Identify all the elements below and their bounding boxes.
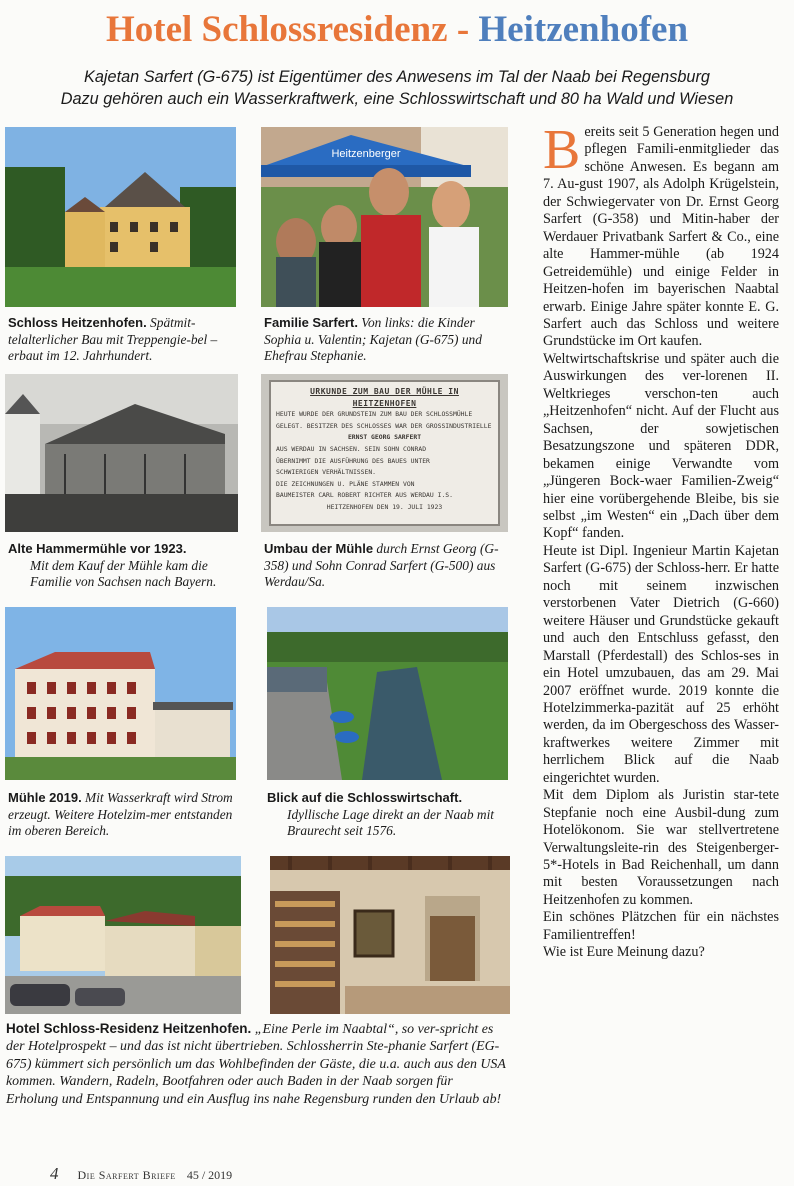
article-paragraph-2: Weltwirtschaftskrise und später auch die Auswirkungen des ver-lorenen II. Weltkrieges verschon-ten auch „Heitzenhofen“ nicht. Auf der Flucht aus Sachsen, der sowjetischen Besatzungszone und späteren DDR, bekamen einige Verwandte vom „Jüngeren Bock-waer Familien-Zweig“ hier eine vorübergehende Bleibe, bis sie selbst „im Westen“ ein „Dach über dem Kopf“ fanden. bbox=[543, 350, 779, 542]
photo-muehle-2019 bbox=[5, 607, 236, 780]
photo-urkunde bbox=[261, 374, 508, 532]
dropcap: B bbox=[543, 119, 581, 181]
caption-muehle-2019 bbox=[8, 790, 240, 840]
magazine-name: Die Sarfert Briefe bbox=[77, 1168, 176, 1182]
article-paragraph-1-text: ereits seit 5 Generation hegen und pflegen Famili-enmitglieder das schöne Anwesen. Es begann am 7. Au-gust 1907, als Adolph Krügelstein, der Schwiegervater von Dr. Ernst Georg Sarfert (G-358) und Mitin-haber der Werdauer Privatbank Sarfert & Co., eine alte Hammer-mühle (ab 1924 Getreidemühle) und einige Felder in Heitzen-hofen im bayerischen Naabtal erwarb. Einige Jahre später konnte E. G. Sarfert auch das Schloss und weitere Grundstücke im Ort kaufen. bbox=[543, 124, 779, 350]
article-paragraph-3: Heute ist Dipl. Ingenieur Martin Kajetan Sarfert (G-675) der Schloss-herr. Er hatte noch mit seinem inzwischen verstorbenen Vater Dietrich (G-660) weitere Häuser und Grundstücke gekauft und auch den Entschluss gefasst, den Marstall (Pferdestall) des Schlos-ses in ein Hotel umzubauen, das am 29. Mai 2007 eröffnet wurde. 2019 konnte die Hotelzimmerka-pazität auf 25 erhöht werden, da im Obergeschoss des Wasser-kraftwerkes weitere Zimmer mit herrlichem Blick auf die Naab eingerichtet wurden. bbox=[543, 542, 779, 786]
photo-familie bbox=[261, 127, 508, 307]
caption-familie-text: Von links: die Kinder Sophia u. Valentin; Kajetan (G-675) und Ehefrau Stephanie. bbox=[264, 315, 482, 363]
caption-hammermuehle-text: Mit dem Kauf der Mühle kam die Familie von Sachsen nach Bayern. bbox=[30, 557, 217, 589]
caption-urkunde-title: Umbau der Mühle bbox=[264, 541, 374, 556]
title-part1: Hotel Schlossresidenz bbox=[105, 9, 448, 50]
caption-schlosswirtschaft bbox=[267, 790, 512, 840]
article-column bbox=[543, 119, 779, 962]
photo-schloss bbox=[5, 127, 236, 307]
caption-schloss-text: Spätmit-telalterlicher Bau mit Treppengie-bel – erbaut im 12. Jahrhundert. bbox=[8, 315, 218, 363]
plaque-line: ÜBERNIMMT DIE AUSFÜHRUNG DES BAUES UNTER bbox=[276, 456, 430, 465]
plaque-line: HEUTE WURDE DER GRUNDSTEIN ZUM BAU DER SCHLOSSMÜHLE bbox=[276, 410, 473, 419]
caption-familie bbox=[264, 315, 514, 365]
title-part2: Heitzenhofen bbox=[478, 9, 689, 50]
caption-schlosswirtschaft-text: Idyllische Lage direkt an der Naab mit Braurecht seit 1576. bbox=[287, 806, 495, 838]
caption-hotel bbox=[6, 1020, 506, 1108]
article-paragraph-4: Mit dem Diplom als Juristin star-tete Stepfanie noch eine Ausbil-dung zum Hotelökonom. Sie war stellvertretene Verwaltungsleite-rin des Steigenberger-5*-Hotels in Bad Reichenhall, um dann mit besten Voraussetzungen nach Heitzenhofen zu kommen. bbox=[543, 787, 779, 908]
plaque-line: ERNST GEORG SARFERT bbox=[347, 433, 422, 442]
photo-hammermuehle bbox=[5, 374, 238, 532]
plaque-line: SCHWIERIGEN VERHÄLTNISSEN. bbox=[276, 468, 377, 477]
caption-muehle-2019-text: Mit Wasserkraft wird Strom erzeugt. Weitere Hotelzim-mer entstanden im oberen Bereich. bbox=[8, 790, 233, 838]
subtitle-line-1: Kajetan Sarfert (G-675) ist Eigentümer des Anwesens im Tal der Naab bei Regensburg bbox=[84, 68, 710, 86]
caption-urkunde-text: durch Ernst Georg (G-358) und Sohn Conrad Sarfert (G-500) aus Werdau/Sa. bbox=[264, 541, 499, 589]
caption-hammermuehle-title: Alte Hammermühle vor 1923. bbox=[8, 541, 187, 556]
article-paragraph-6: Wie ist Eure Meinung dazu? bbox=[543, 944, 705, 961]
plaque bbox=[269, 380, 500, 526]
caption-schlosswirtschaft-title: Blick auf die Schlosswirtschaft. bbox=[267, 790, 463, 805]
photo-hotel-interior bbox=[270, 856, 510, 1014]
caption-schloss-title: Schloss Heitzenhofen. bbox=[8, 315, 147, 330]
plaque-line: GELEGT. BESITZER DES SCHLOSSES WAR DER GROSSINDUSTRIELLE bbox=[276, 421, 492, 430]
caption-hotel-text: „Eine Perle im Naabtal“, so ver-spricht es der Hotelprospekt – und das ist nicht übertrieben. Schlossherrin Ste-phanie Sarfert (EG-675) kümmert sich persönlich um das Wohlbefinden der Gäste, die u.a. auch aus den USA kommen. Wandern, Radeln, Bootfahren oder auch Baden in der Naab sorgen für Erholung und Entspannung und ein Ausflug ins nahe Regensburg runden den Urlaub ab! bbox=[6, 1022, 506, 1107]
plaque-line: HEITZENHOFEN DEN 19. JULI 1923 bbox=[326, 502, 443, 511]
subtitle-line-2: Dazu gehören auch ein Wasserkraftwerk, eine Schlosswirtschaft und 80 ha Wald und Wiesen bbox=[60, 90, 734, 108]
umbrella-brand-text: Heitzenberger bbox=[331, 148, 401, 160]
article-paragraph-5: Ein schönes Plätzchen für ein nächstes Familientreffen! bbox=[543, 909, 779, 943]
page-footer bbox=[50, 1164, 232, 1184]
page-title bbox=[0, 8, 794, 51]
photo-hotel-exterior bbox=[5, 856, 241, 1014]
plaque-line: AUS WERDAU IN SACHSEN. SEIN SOHN CONRAD bbox=[276, 444, 427, 453]
page-number: 4 bbox=[50, 1164, 59, 1183]
caption-schloss bbox=[8, 315, 240, 365]
plaque-heading: URKUNDE ZUM BAU DER MÜHLE IN HEITZENHOFEN bbox=[310, 387, 459, 408]
caption-muehle-2019-title: Mühle 2019. bbox=[8, 790, 82, 805]
plaque-line: BAUMEISTER CARL ROBERT RICHTER AUS WERDAU I.S. bbox=[276, 491, 453, 500]
article-paragraph-1 bbox=[543, 119, 779, 351]
plaque-line: DIE ZEICHNUNGEN U. PLÄNE STAMMEN VON bbox=[276, 479, 415, 488]
photo-schlosswirtschaft bbox=[267, 607, 508, 780]
caption-familie-title: Familie Sarfert. bbox=[264, 315, 358, 330]
title-separator: - bbox=[447, 9, 479, 50]
caption-hotel-title: Hotel Schloss-Residenz Heitzenhofen. bbox=[6, 1021, 252, 1036]
caption-hammermuehle bbox=[8, 541, 240, 591]
caption-urkunde bbox=[264, 541, 514, 591]
issue-number: 45 / 2019 bbox=[186, 1168, 233, 1182]
